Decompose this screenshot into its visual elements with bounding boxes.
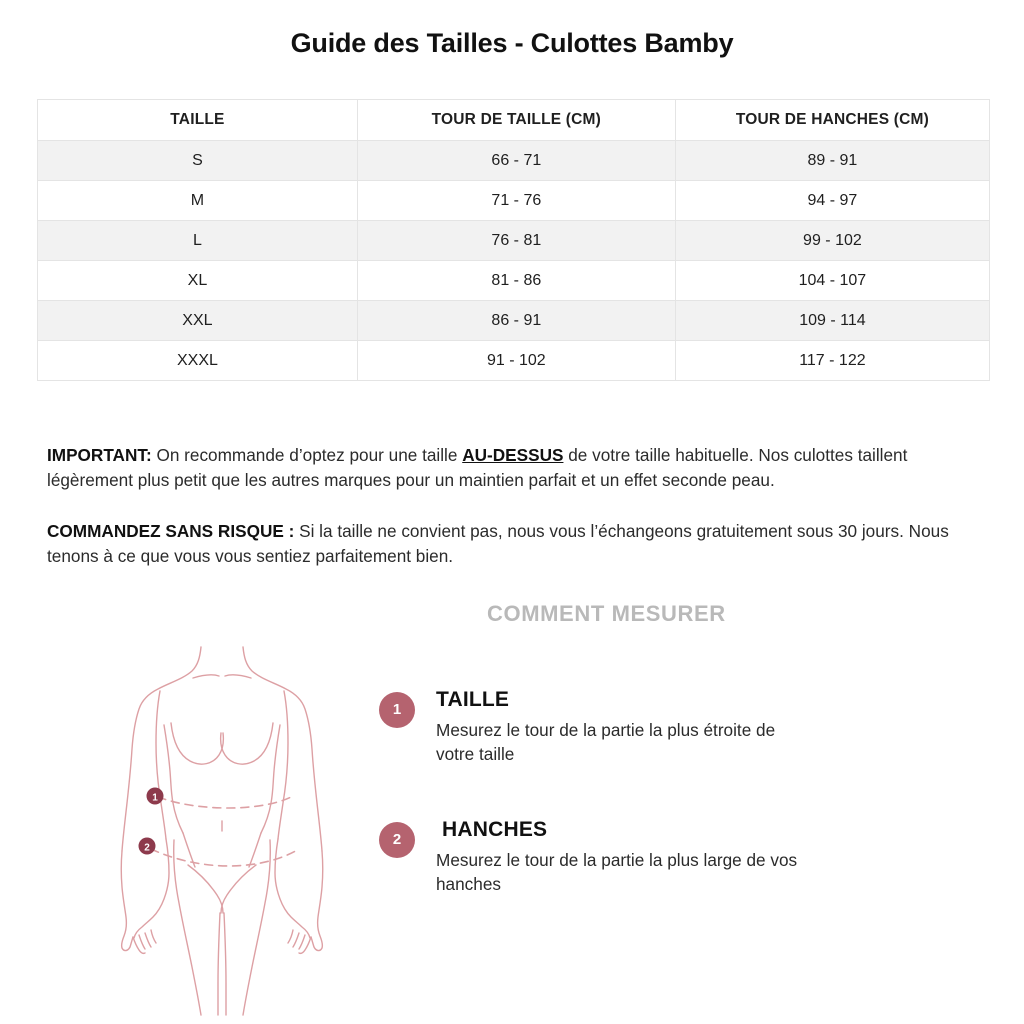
female-body-outline-icon bbox=[95, 645, 365, 1015]
waist-marker-1 bbox=[147, 788, 164, 805]
cell-waist: 71 - 76 bbox=[357, 181, 675, 221]
notes-section bbox=[47, 443, 982, 583]
cell-size: XL bbox=[38, 261, 358, 301]
cell-hips: 89 - 91 bbox=[675, 141, 989, 181]
cell-waist: 81 - 86 bbox=[357, 261, 675, 301]
hips-marker-label: 2 bbox=[144, 842, 150, 854]
table-row bbox=[38, 301, 990, 341]
cell-waist: 91 - 102 bbox=[357, 341, 675, 381]
table-header bbox=[38, 100, 990, 141]
guarantee-label: COMMANDEZ SANS RISQUE : bbox=[47, 521, 295, 541]
cell-hips: 94 - 97 bbox=[675, 181, 989, 221]
table-header-row bbox=[38, 100, 990, 141]
measurement-instructions bbox=[379, 688, 809, 910]
cell-size: S bbox=[38, 141, 358, 181]
waist-marker-label: 1 bbox=[152, 792, 158, 804]
table-row bbox=[38, 221, 990, 261]
step-title-waist: TAILLE bbox=[436, 688, 510, 711]
guarantee-note bbox=[47, 519, 982, 569]
table-row bbox=[38, 141, 990, 181]
column-header-hips: TOUR DE HANCHES (CM) bbox=[675, 100, 989, 141]
cell-waist: 66 - 71 bbox=[357, 141, 675, 181]
important-note bbox=[47, 443, 982, 493]
column-header-waist: TOUR DE TAILLE (CM) bbox=[357, 100, 675, 141]
cell-hips: 109 - 114 bbox=[675, 301, 989, 341]
table-body bbox=[38, 141, 990, 381]
important-text-before: On recommande d’optez pour une taille bbox=[151, 445, 463, 465]
instruction-step-waist bbox=[379, 688, 809, 780]
table-row bbox=[38, 261, 990, 301]
clipped-heading-strip bbox=[487, 601, 817, 640]
table-row bbox=[38, 341, 990, 381]
instruction-step-hips bbox=[379, 818, 809, 910]
hips-marker-2 bbox=[139, 838, 156, 855]
step-title-hips: HANCHES bbox=[442, 818, 548, 841]
cell-size: L bbox=[38, 221, 358, 261]
cell-hips: 99 - 102 bbox=[675, 221, 989, 261]
body-measurement-illustration bbox=[95, 645, 365, 1015]
size-chart-table-container bbox=[37, 99, 990, 381]
step-body-hips bbox=[436, 818, 809, 896]
cell-hips: 104 - 107 bbox=[675, 261, 989, 301]
cell-size: XXL bbox=[38, 301, 358, 341]
size-chart-table bbox=[37, 99, 990, 381]
important-emphasis: AU-DESSUS bbox=[462, 445, 564, 465]
clipped-heading-text: COMMENT MESURER bbox=[487, 601, 726, 626]
table-row bbox=[38, 181, 990, 221]
cell-size: M bbox=[38, 181, 358, 221]
step-text-waist: Mesurez le tour de la partie la plus étroite de votre taille bbox=[436, 720, 776, 764]
step-body-waist bbox=[436, 688, 809, 766]
step-badge-1: 1 bbox=[379, 692, 415, 728]
guarantee-text: Si la taille ne convient pas, nous vous l’échangeons gratuitement sous 30 jours. Nous tenons à ce que vous vous sentiez parfaitement bien. bbox=[47, 521, 949, 566]
step-badge-2: 2 bbox=[379, 822, 415, 858]
step-text-hips: Mesurez le tour de la partie la plus large de vos hanches bbox=[436, 850, 798, 894]
cell-size: XXXL bbox=[38, 341, 358, 381]
cell-waist: 76 - 81 bbox=[357, 221, 675, 261]
page-title: Guide des Tailles - Culottes Bamby bbox=[290, 28, 734, 58]
column-header-size: TAILLE bbox=[38, 100, 358, 141]
important-label: IMPORTANT: bbox=[47, 445, 152, 465]
cell-hips: 117 - 122 bbox=[675, 341, 989, 381]
cell-waist: 86 - 91 bbox=[357, 301, 675, 341]
important-text-after: de votre taille habituelle. Nos culottes taillent légèrement plus petit que les autres marques pour un maintien parfait et un effet seconde peau. bbox=[47, 445, 908, 490]
